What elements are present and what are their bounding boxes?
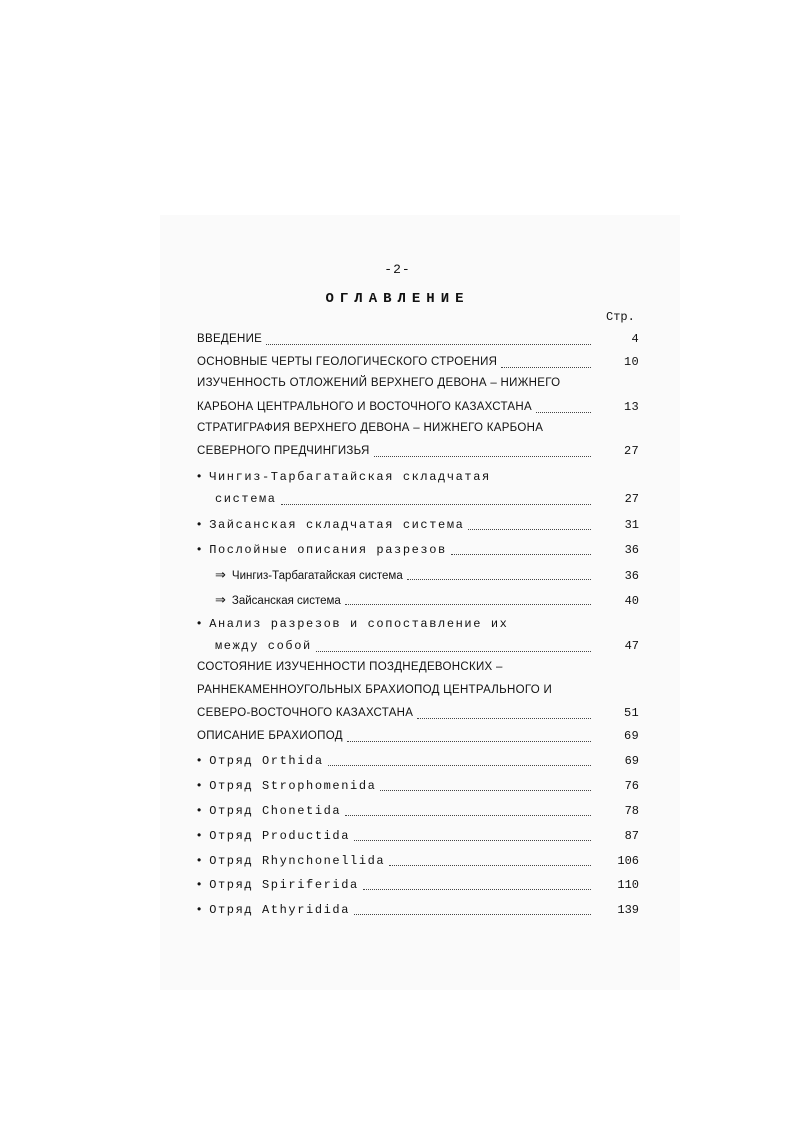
- bullet-icon: •: [197, 803, 202, 817]
- toc-entry-text: СТРАТИГРАФИЯ ВЕРХНЕГО ДЕВОНА – НИЖНЕГО КАРБОНА: [197, 422, 544, 434]
- toc-entry-page: 69: [623, 729, 639, 743]
- toc-entry-text: Зайсанская система: [231, 595, 341, 607]
- toc-entry-page: 51: [623, 706, 639, 720]
- toc-entry-page: 4: [631, 332, 639, 346]
- dot-leader: [345, 814, 591, 816]
- dot-leader: [345, 603, 591, 605]
- toc-entry-text: Чингиз-Тарбагатайская складчатая: [209, 470, 491, 484]
- toc-entry-text: Анализ разрезов и сопоставление их: [209, 617, 509, 631]
- toc-entry-text: ИЗУЧЕННОСТЬ ОТЛОЖЕНИЙ ВЕРХНЕГО ДЕВОНА – НИЖНЕГО: [197, 377, 561, 389]
- bullet-icon: •: [197, 542, 202, 556]
- toc-entry-stratigraphy-line2: [197, 444, 639, 460]
- toc-entry-text: КАРБОНА ЦЕНТРАЛЬНОГО И ВОСТОЧНОГО КАЗАХСТАНА: [197, 401, 532, 413]
- toc-entry-geology: [197, 355, 639, 371]
- toc-entry-page: 106: [617, 854, 639, 868]
- toc-entry-text: Отряд Chonetida: [209, 804, 342, 818]
- dot-leader: [347, 740, 591, 742]
- toc-entry-introduction: [197, 332, 639, 348]
- bullet-icon: •: [197, 902, 202, 916]
- toc-entry-stratigraphy-line1: [197, 422, 639, 438]
- dot-leader: [328, 764, 591, 766]
- toc-entry-strophomenida: [197, 778, 639, 794]
- toc-entry-page: 13: [623, 400, 639, 414]
- dot-leader: [407, 578, 591, 580]
- toc-entry-productida: [197, 828, 639, 844]
- toc-entry-page: 139: [617, 903, 639, 917]
- toc-entry-analysis-line2: [215, 639, 639, 655]
- toc-entry-sections: [197, 542, 639, 558]
- bullet-icon: •: [197, 778, 202, 792]
- toc-entry-text: Отряд Productida: [209, 829, 351, 843]
- toc-entry-text: РАННЕКАМЕННОУГОЛЬНЫХ БРАХИОПОД ЦЕНТРАЛЬНОГО И: [197, 684, 553, 696]
- toc-entry-page: 76: [624, 779, 639, 793]
- page-column-header: Стр.: [606, 310, 635, 324]
- bullet-icon: •: [197, 877, 202, 891]
- toc-entry-page: 27: [624, 492, 639, 506]
- toc-entry-study-line1: [197, 377, 639, 393]
- toc-entry-sections-chingiz: [215, 567, 639, 583]
- dot-leader: [451, 553, 591, 555]
- toc-entry-text: между собой: [215, 639, 312, 653]
- toc-entry-text: система: [215, 492, 277, 506]
- dot-leader: [380, 789, 591, 791]
- bullet-icon: •: [197, 616, 202, 630]
- toc-entry-page: 40: [624, 594, 639, 608]
- toc-entry-zaisan: [197, 517, 639, 533]
- toc-entry-page: 36: [624, 543, 639, 557]
- toc-entry-athyridida: [197, 902, 639, 918]
- toc-entry-sections-zaisan: [215, 592, 639, 608]
- bullet-icon: •: [197, 753, 202, 767]
- toc-entry-brachiopod-study-line2: [197, 684, 639, 700]
- page-number: -2-: [384, 262, 411, 277]
- toc-entry-chingiz-line1: [197, 469, 639, 485]
- toc-entry-text: СЕВЕРНОГО ПРЕДЧИНГИЗЬЯ: [197, 445, 370, 457]
- toc-entry-text: ОСНОВНЫЕ ЧЕРТЫ ГЕОЛОГИЧЕСКОГО СТРОЕНИЯ: [197, 356, 498, 368]
- toc-entry-page: 69: [624, 754, 639, 768]
- toc-entry-text: Отряд Rhynchonellida: [209, 854, 386, 868]
- bullet-icon: •: [197, 517, 202, 531]
- toc-title: ОГЛАВЛЕНИЕ: [325, 291, 470, 307]
- toc-entry-study-line2: [197, 400, 639, 416]
- toc-entry-page: 27: [623, 444, 639, 458]
- bullet-icon: •: [197, 469, 202, 483]
- toc-entry-page: 78: [624, 804, 639, 818]
- toc-entry-text: Отряд Orthida: [209, 754, 324, 768]
- dot-leader: [417, 717, 591, 719]
- toc-entry-page: 31: [624, 518, 639, 532]
- toc-entry-chonetida: [197, 803, 639, 819]
- toc-entry-text: Отряд Strophomenida: [209, 779, 377, 793]
- toc-entry-analysis-line1: [197, 616, 639, 632]
- dot-leader: [354, 913, 591, 915]
- dot-leader: [389, 864, 591, 866]
- dot-leader: [363, 888, 591, 890]
- bullet-icon: •: [197, 828, 202, 842]
- dot-leader: [501, 366, 591, 368]
- dot-leader: [316, 650, 591, 652]
- toc-entry-text: Отряд Athyridida: [209, 903, 351, 917]
- toc-entry-rhynchonellida: [197, 853, 639, 869]
- toc-entry-text: Отряд Spiriferida: [209, 878, 359, 892]
- toc-entry-page: 36: [624, 569, 639, 583]
- toc-entry-brachiopod-description: [197, 729, 639, 745]
- toc-entry-chingiz-line2: [215, 492, 639, 508]
- arrow-right-icon: ⇒: [215, 567, 226, 582]
- dot-leader: [536, 411, 591, 413]
- toc-entry-brachiopod-study-line3: [197, 706, 639, 722]
- toc-entry-text: Зайсанская складчатая система: [209, 518, 465, 532]
- toc-entry-spiriferida: [197, 877, 639, 893]
- toc-entry-page: 10: [623, 355, 639, 369]
- toc-entry-text: СОСТОЯНИЕ ИЗУЧЕННОСТИ ПОЗДНЕДЕВОНСКИХ –: [197, 661, 503, 673]
- toc-entry-brachiopod-study-line1: [197, 661, 639, 677]
- bullet-icon: •: [197, 853, 202, 867]
- toc-entry-orthida: [197, 753, 639, 769]
- dot-leader: [266, 343, 591, 345]
- toc-entry-text: Послойные описания разрезов: [209, 543, 447, 557]
- arrow-right-icon: ⇒: [215, 592, 226, 607]
- toc-entry-page: 110: [617, 878, 639, 892]
- dot-leader: [374, 455, 591, 457]
- toc-entry-text: Чингиз-Тарбагатайская система: [231, 570, 403, 582]
- dot-leader: [354, 839, 591, 841]
- dot-leader: [281, 503, 591, 505]
- toc-entry-text: СЕВЕРО-ВОСТОЧНОГО КАЗАХСТАНА: [197, 707, 414, 719]
- toc-entry-page: 87: [624, 829, 639, 843]
- dot-leader: [468, 528, 591, 530]
- toc-entry-text: ВВЕДЕНИЕ: [197, 333, 263, 345]
- toc-entry-text: ОПИСАНИЕ БРАХИОПОД: [197, 730, 343, 742]
- toc-entry-page: 47: [624, 639, 639, 653]
